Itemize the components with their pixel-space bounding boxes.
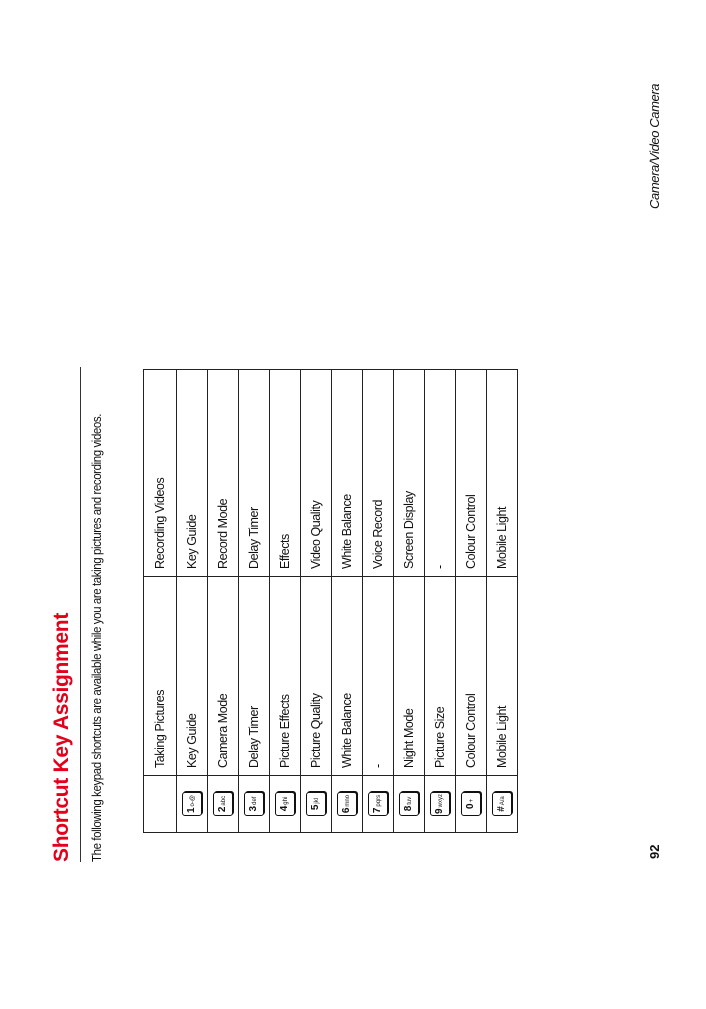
table-row [239,370,270,833]
keypad-key-icon: #A/a [492,792,512,816]
running-footer: Camera/Video Camera [647,83,662,209]
recording-videos-cell: Delay Timer [239,370,270,577]
table-row [394,370,425,833]
header-recording-videos: Recording Videos [144,370,177,577]
table-row [332,370,363,833]
keypad-key-icon: 8tuv [399,792,419,816]
taking-pictures-cell: Picture Effects [270,577,301,776]
table-header-row [144,370,177,833]
header-taking-pictures: Taking Pictures [144,577,177,776]
key-cell [456,776,487,833]
recording-videos-cell: White Balance [332,370,363,577]
title-divider [80,367,81,862]
taking-pictures-cell: Camera Mode [208,577,239,776]
keypad-key-icon: 3def [244,792,264,816]
header-key [144,776,177,833]
key-cell [332,776,363,833]
recording-videos-cell: Screen Display [394,370,425,577]
table-row [301,370,332,833]
taking-pictures-cell: Delay Timer [239,577,270,776]
recording-videos-cell: - [425,370,456,577]
recording-videos-cell: Colour Control [456,370,487,577]
table-row [363,370,394,833]
table-row [177,370,208,833]
keypad-key-icon: 1o-@ [182,792,202,816]
intro-paragraph: The following keypad shortcuts are available while you are taking pictures and recording videos. [90,413,104,862]
key-cell [177,776,208,833]
key-cell [301,776,332,833]
table-row [208,370,239,833]
keypad-key-icon: 6mno [337,792,357,816]
keypad-key-icon: 7pqrs [368,792,388,816]
recording-videos-cell: Video Quality [301,370,332,577]
taking-pictures-cell: - [363,577,394,776]
taking-pictures-cell: White Balance [332,577,363,776]
keypad-key-icon: 0+ [461,792,481,816]
keypad-key-icon: 9wxyz [430,792,450,816]
taking-pictures-cell: Key Guide [177,577,208,776]
key-cell [487,776,518,833]
recording-videos-cell: Effects [270,370,301,577]
keypad-key-icon: 4ghi [275,792,295,816]
keypad-key-icon: 5jkl [306,792,326,816]
recording-videos-cell: Mobile Light [487,370,518,577]
page-number: 92 [647,844,662,859]
key-cell [239,776,270,833]
key-cell [208,776,239,833]
key-cell [270,776,301,833]
table-row [487,370,518,833]
key-cell [394,776,425,833]
taking-pictures-cell: Picture Quality [301,577,332,776]
recording-videos-cell: Record Mode [208,370,239,577]
page-title: Shortcut Key Assignment [50,612,73,862]
table-row [425,370,456,833]
table-row [270,370,301,833]
taking-pictures-cell: Picture Size [425,577,456,776]
taking-pictures-cell: Night Mode [394,577,425,776]
recording-videos-cell: Voice Record [363,370,394,577]
key-cell [363,776,394,833]
recording-videos-cell: Key Guide [177,370,208,577]
table-row [456,370,487,833]
keypad-key-icon: 2abc [213,792,233,816]
key-cell [425,776,456,833]
taking-pictures-cell: Colour Control [456,577,487,776]
shortcut-key-table [143,369,518,833]
taking-pictures-cell: Mobile Light [487,577,518,776]
